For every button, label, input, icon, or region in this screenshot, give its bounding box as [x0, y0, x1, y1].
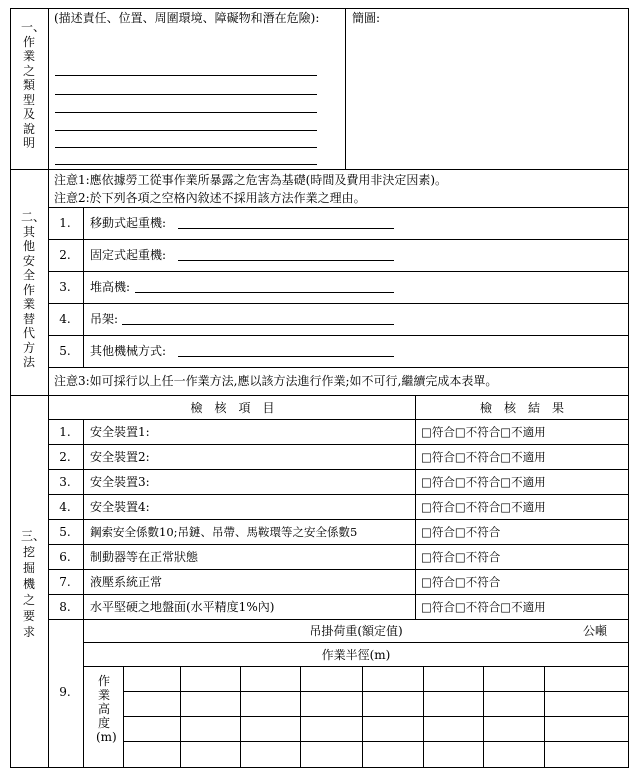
section2-title: 二、其他安全作業替代方法	[21, 210, 46, 369]
height-label-divider	[123, 666, 124, 768]
grid-col-4	[362, 666, 363, 768]
check-item-4-label: 安全裝置4:	[90, 500, 150, 514]
check-item-header: 檢 核 項 目	[190, 401, 275, 415]
grid-row-1-bottom	[123, 691, 629, 692]
note-1: 注意1:應依據勞工從事作業所暴露之危害為基礎(時間及費用非決定因素)。	[54, 173, 448, 187]
load-unit: 公噸	[583, 624, 608, 638]
load-row-bottom	[83, 642, 629, 643]
check-item-1-number: 1.	[59, 425, 71, 439]
alt-item-4-line	[122, 324, 394, 325]
check-row-5-bottom	[48, 544, 629, 545]
check-item-7-result[interactable]: □符合□不符合	[421, 575, 501, 589]
title-column-divider	[48, 8, 49, 768]
check-item-7-label: 液壓系統正常	[90, 575, 163, 589]
description-line-4	[55, 130, 317, 131]
alt-item-4-number: 4.	[59, 312, 71, 326]
alt-item-1-number: 1.	[59, 216, 71, 230]
alt-item-5-line	[178, 356, 394, 357]
sketch-label: 簡圖:	[352, 11, 381, 25]
check-item-9-number: 9.	[59, 685, 71, 699]
check-row-1-bottom	[48, 444, 629, 445]
description-line-2	[55, 94, 317, 95]
description-line-3	[55, 112, 317, 113]
alt-item-3-label: 堆高機:	[90, 280, 131, 294]
alt-item-1-line	[178, 228, 394, 229]
check-item-3-number: 3.	[59, 475, 71, 489]
check-item-5-label: 鋼索安全係數10;吊鏈、吊帶、馬鞍環等之安全係數5	[90, 525, 358, 539]
description-line-6	[55, 164, 317, 165]
check-item-8-result[interactable]: □符合□不符合□不適用	[421, 600, 546, 614]
grid-col-2	[240, 666, 241, 768]
note-2: 注意2:於下列各項之空格內敘述不採用該方法作業之理由。	[54, 191, 366, 205]
section1-description-label: (描述責任、位置、周圍環境、障礙物和潛在危險):	[54, 11, 320, 25]
height-label: 作業高度(m)	[96, 674, 117, 744]
check-item-3-label: 安全裝置3:	[90, 475, 150, 489]
check-item-4-number: 4.	[59, 500, 71, 514]
check-number-divider	[83, 419, 84, 768]
alt-item-4-label: 吊架:	[90, 312, 119, 326]
section1-bottom	[10, 169, 629, 170]
alt-row-5-bottom	[48, 367, 629, 368]
grid-col-1	[180, 666, 181, 768]
check-item-6-label: 制動器等在正常狀態	[90, 550, 199, 564]
alt-item-2-label: 固定式起重機:	[90, 248, 167, 262]
check-item-1-label: 安全裝置1:	[90, 425, 150, 439]
check-item-2-result[interactable]: □符合□不符合□不適用	[421, 450, 546, 464]
sketch-divider	[345, 8, 346, 170]
check-item-5-number: 5.	[59, 525, 71, 539]
check-row-4-bottom	[48, 519, 629, 520]
check-row-8-bottom	[48, 619, 629, 620]
check-item-3-result[interactable]: □符合□不符合□不適用	[421, 475, 546, 489]
check-item-8-number: 8.	[59, 600, 71, 614]
section1-title: 一、作業之類型及說明	[21, 20, 46, 150]
check-row-3-bottom	[48, 494, 629, 495]
border-top	[10, 8, 629, 9]
alt-item-2-line	[178, 260, 394, 261]
load-label: 吊掛荷重(額定值)	[309, 624, 403, 638]
alt-item-3-number: 3.	[59, 280, 71, 294]
border-bottom	[10, 767, 629, 768]
section2-bottom	[10, 395, 629, 396]
alt-row-3-bottom	[48, 303, 629, 304]
check-item-6-number: 6.	[59, 550, 71, 564]
check-item-1-result[interactable]: □符合□不符合□不適用	[421, 425, 546, 439]
check-header-bottom	[48, 419, 629, 420]
section3-title: 三、挖掘機之要求	[21, 529, 46, 639]
grid-row-2-bottom	[123, 716, 629, 717]
note-3: 注意3:如可採行以上任一作業方法,應以該方法進行作業;如不可行,繼續完成本表單。	[54, 374, 498, 388]
alt-item-5-number: 5.	[59, 344, 71, 358]
check-item-2-number: 2.	[59, 450, 71, 464]
description-line-1	[55, 75, 317, 76]
grid-col-3	[300, 666, 301, 768]
check-result-header: 檢 核 結 果	[479, 401, 564, 415]
check-item-8-label: 水平堅硬之地盤面(水平精度1%內)	[90, 600, 275, 614]
description-line-5	[55, 147, 317, 148]
check-item-4-result[interactable]: □符合□不符合□不適用	[421, 500, 546, 514]
alt-row-1-bottom	[48, 239, 629, 240]
work-permit-form	[10, 8, 629, 768]
border-left	[10, 8, 11, 768]
alt-item-1-label: 移動式起重機:	[90, 216, 167, 230]
alt-item-2-number: 2.	[59, 248, 71, 262]
check-result-divider	[415, 395, 416, 620]
check-row-6-bottom	[48, 569, 629, 570]
grid-col-5	[423, 666, 424, 768]
alt-number-divider	[83, 207, 84, 368]
check-item-5-result[interactable]: □符合□不符合	[421, 525, 501, 539]
check-row-7-bottom	[48, 594, 629, 595]
check-item-2-label: 安全裝置2:	[90, 450, 150, 464]
grid-col-6	[483, 666, 484, 768]
alt-item-3-line	[135, 292, 394, 293]
alt-row-4-bottom	[48, 335, 629, 336]
grid-col-7	[544, 666, 545, 768]
radius-label: 作業半徑(m)	[321, 648, 391, 662]
check-item-7-number: 7.	[59, 575, 71, 589]
radius-row-bottom	[83, 666, 629, 667]
grid-row-3-bottom	[123, 741, 629, 742]
check-row-2-bottom	[48, 469, 629, 470]
border-right	[628, 8, 629, 768]
alt-table-top	[48, 207, 629, 208]
alt-row-2-bottom	[48, 271, 629, 272]
alt-item-5-label: 其他機械方式:	[90, 344, 167, 358]
check-item-6-result[interactable]: □符合□不符合	[421, 550, 501, 564]
